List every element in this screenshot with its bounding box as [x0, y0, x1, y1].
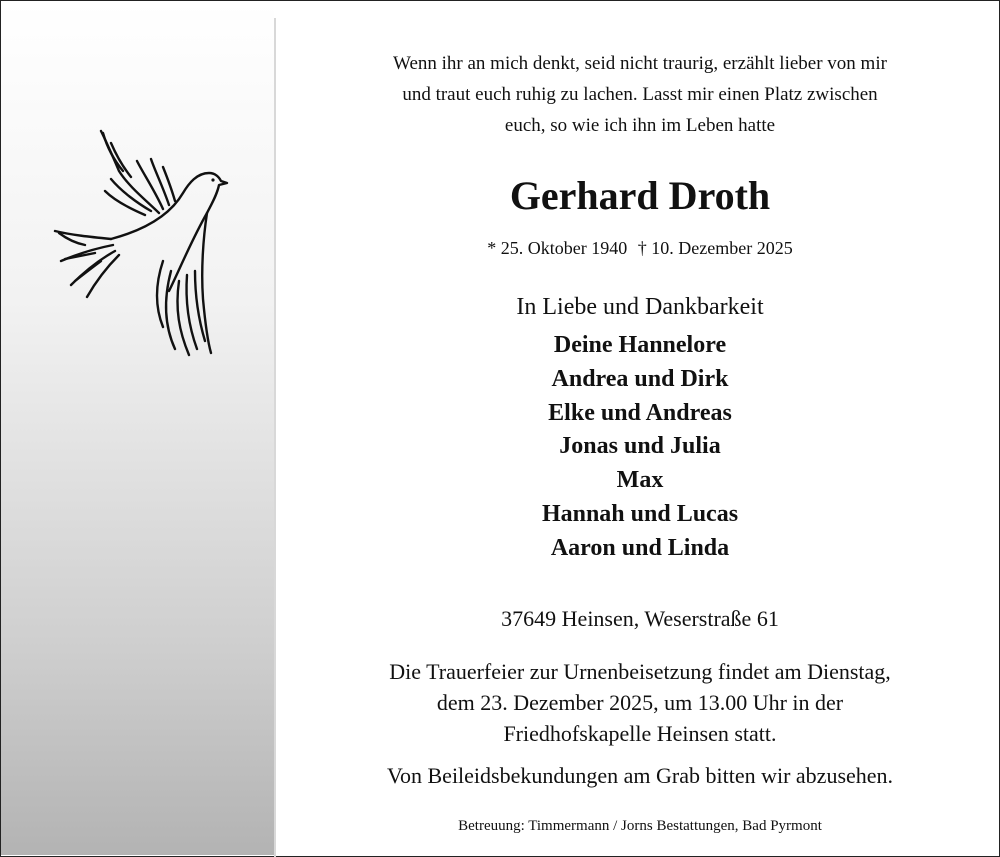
address: 37649 Heinsen, Weserstraße 61: [501, 606, 779, 631]
condolence-note: Von Beileidsbekundungen am Grab bitten wir abzusehen.: [386, 763, 894, 788]
mourner-name: Max: [616, 467, 664, 494]
quote-line: Wenn ihr an mich denkt, seid nicht traurig, erzählt lieber von mir: [393, 53, 887, 74]
memorial-quote: [290, 48, 990, 141]
mourner-name: Jonas und Julia: [559, 433, 721, 460]
dove-icon: [51, 121, 231, 361]
quote-line: und traut euch ruhig zu lachen. Lasst mir einen Platz zwischen: [402, 84, 878, 105]
sidebar-divider: [274, 18, 276, 857]
closing-phrase: In Liebe und Dankbarkeit: [516, 294, 764, 320]
mourner-name: Andrea und Dirk: [551, 365, 729, 392]
birth-date: * 25. Oktober 1940: [487, 238, 628, 258]
mourner-name: Aaron und Linda: [550, 534, 730, 561]
mourner-name: Elke und Andreas: [548, 399, 732, 426]
ceremony-info: [290, 656, 990, 749]
ceremony-line: Die Trauerfeier zur Urnenbeisetzung findet am Dienstag,: [389, 659, 891, 684]
mourner-name: Hannah und Lucas: [541, 500, 739, 527]
ceremony-line: dem 23. Dezember 2025, um 13.00 Uhr in der: [436, 690, 844, 715]
mourners-list: [290, 329, 990, 566]
life-dates: [290, 238, 990, 259]
death-date: † 10. Dezember 2025: [637, 238, 793, 258]
funeral-home-credit: Betreuung: Timmermann / Jorns Bestattungen, Bad Pyrmont: [458, 818, 822, 834]
ceremony-line: Friedhofskapelle Heinsen statt.: [503, 721, 777, 746]
deceased-name: Gerhard Droth: [509, 173, 771, 218]
sidebar-gradient: [1, 1, 274, 855]
quote-line: euch, so wie ich ihn im Leben hatte: [504, 115, 776, 136]
mourner-name: Deine Hannelore: [553, 332, 727, 358]
